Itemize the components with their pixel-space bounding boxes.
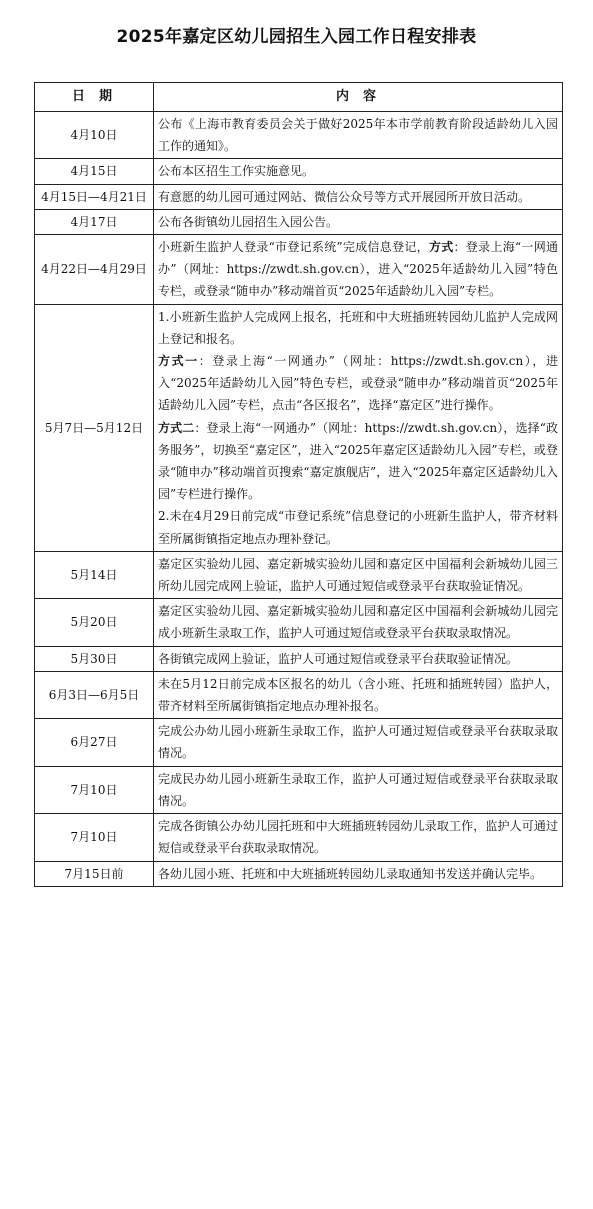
- table-row: [35, 184, 563, 209]
- content-cell: [154, 184, 563, 209]
- date-cell: 7月10日: [35, 814, 154, 861]
- date-cell: 7月15日前: [35, 861, 154, 886]
- content-text: 公布本区招生工作实施意见。: [158, 164, 315, 179]
- table-row: [35, 112, 563, 159]
- date-cell: 5月30日: [35, 646, 154, 671]
- date-cell: 4月10日: [35, 112, 154, 159]
- content-text: 未在5月12日前完成本区报名的幼儿（含小班、托班和插班转园）监护人，带齐材料至所属街镇指定地点办理补报名。: [158, 676, 558, 714]
- content-text: 嘉定区实验幼儿园、嘉定新城实验幼儿园和嘉定区中国福利会新城幼儿园完成小班新生录取工作，监护人可通过短信或登录平台获取录取情况。: [158, 604, 558, 641]
- content-text: 1.小班新生监护人完成网上报名，托班和中大班插班转园幼儿监护人完成网上登记和报名。: [158, 309, 558, 346]
- table-row: [35, 719, 563, 766]
- content-text: ：登录上海“一网通办”（网址：https://zwdt.sh.gov.cn），进入“2025年适龄幼儿入园”特色专栏，或登录“随申办”移动端首页“2025年适龄幼儿入园”专栏，点击“各区报名”，选择“嘉定区”进行操作。: [158, 354, 558, 413]
- content-text: 小班新生监护人登录“市登记系统”完成信息登记，: [158, 240, 429, 255]
- table-row: [35, 551, 563, 598]
- method-label: 方式一: [158, 354, 199, 369]
- content-cell: [154, 671, 563, 718]
- content-text: ：登录上海“一网通办”（网址：https://zwdt.sh.gov.cn），进入“2025年适龄幼儿入园”特色专栏，或登录“随申办”移动端首页“2025年适龄幼儿入园”专栏。: [158, 240, 558, 299]
- content-text: 各幼儿园小班、托班和中大班插班转园幼儿录取通知书发送并确认完毕。: [158, 866, 543, 881]
- table-row: [35, 235, 563, 305]
- date-cell: 4月15日—4月21日: [35, 184, 154, 209]
- header-row: [35, 83, 563, 112]
- schedule-body: [35, 112, 563, 887]
- content-cell: [154, 766, 563, 813]
- table-row: [35, 671, 563, 718]
- page-title: 2025年嘉定区幼儿园招生入园工作日程安排表: [116, 27, 477, 47]
- content-cell: [154, 209, 563, 234]
- content-text: 完成公办幼儿园小班新生录取工作，监护人可通过短信或登录平台获取录取情况。: [158, 724, 558, 761]
- table-row: [35, 599, 563, 646]
- content-cell: [154, 861, 563, 886]
- table-row: [35, 304, 563, 551]
- content-text: 2.未在4月29日前完成“市登记系统”信息登记的小班新生监护人，带齐材料至所属街镇指定地点办理补登记。: [158, 509, 558, 546]
- content-cell: [154, 159, 563, 184]
- content-cell: [154, 551, 563, 598]
- content-text: 有意愿的幼儿园可通过网站、微信公众号等方式开展园所开放日活动。: [158, 189, 531, 204]
- date-cell: 5月20日: [35, 599, 154, 646]
- content-cell: [154, 719, 563, 766]
- table-row: [35, 861, 563, 886]
- table-row: [35, 646, 563, 671]
- date-cell: 4月15日: [35, 159, 154, 184]
- method-label: 方式: [428, 240, 454, 255]
- content-cell: [154, 814, 563, 861]
- content-text: 公布各街镇幼儿园招生入园公告。: [158, 214, 339, 229]
- content-text: 嘉定区实验幼儿园、嘉定新城实验幼儿园和嘉定区中国福利会新城幼儿园三所幼儿园完成网上验证，监护人可通过短信或登录平台获取验证情况。: [158, 556, 558, 594]
- date-cell: 5月7日—5月12日: [35, 304, 154, 551]
- content-column-header: 内容: [154, 83, 563, 112]
- table-row: [35, 209, 563, 234]
- date-column-header: 日期: [35, 83, 154, 112]
- table-row: [35, 766, 563, 813]
- table-row: [35, 814, 563, 861]
- date-cell: 4月17日: [35, 209, 154, 234]
- schedule-table: [34, 82, 563, 887]
- content-cell: [154, 235, 563, 305]
- content-cell: [154, 599, 563, 646]
- table-row: [35, 159, 563, 184]
- content-text: ：登录上海“一网通办”（网址：https://zwdt.sh.gov.cn），选择“政务服务”，切换至“嘉定区”，进入“2025年嘉定区适龄幼儿入园”专栏，或登录“随申办”移动端首页搜索“嘉定旗舰店”，进入“2025年嘉定区适龄幼儿入园”专栏进行操作。: [158, 420, 558, 502]
- content-text: 公布《上海市教育委员会关于做好2025年本市学前教育阶段适龄幼儿入园工作的通知》。: [158, 117, 558, 154]
- content-cell: [154, 304, 563, 551]
- date-cell: 6月3日—6月5日: [35, 671, 154, 718]
- date-cell: 4月22日—4月29日: [35, 235, 154, 305]
- content-text: 完成各街镇公办幼儿园托班和中大班插班转园幼儿录取工作，监护人可通过短信或登录平台获取录取情况。: [158, 819, 558, 856]
- date-cell: 7月10日: [35, 766, 154, 813]
- date-cell: 5月14日: [35, 551, 154, 598]
- content-text: 各街镇完成网上验证，监护人可通过短信或登录平台获取验证情况。: [158, 651, 519, 666]
- content-cell: [154, 646, 563, 671]
- content-cell: [154, 112, 563, 159]
- method-label: 方式二: [158, 420, 195, 435]
- date-cell: 6月27日: [35, 719, 154, 766]
- content-text: 完成民办幼儿园小班新生录取工作，监护人可通过短信或登录平台获取录取情况。: [158, 771, 558, 808]
